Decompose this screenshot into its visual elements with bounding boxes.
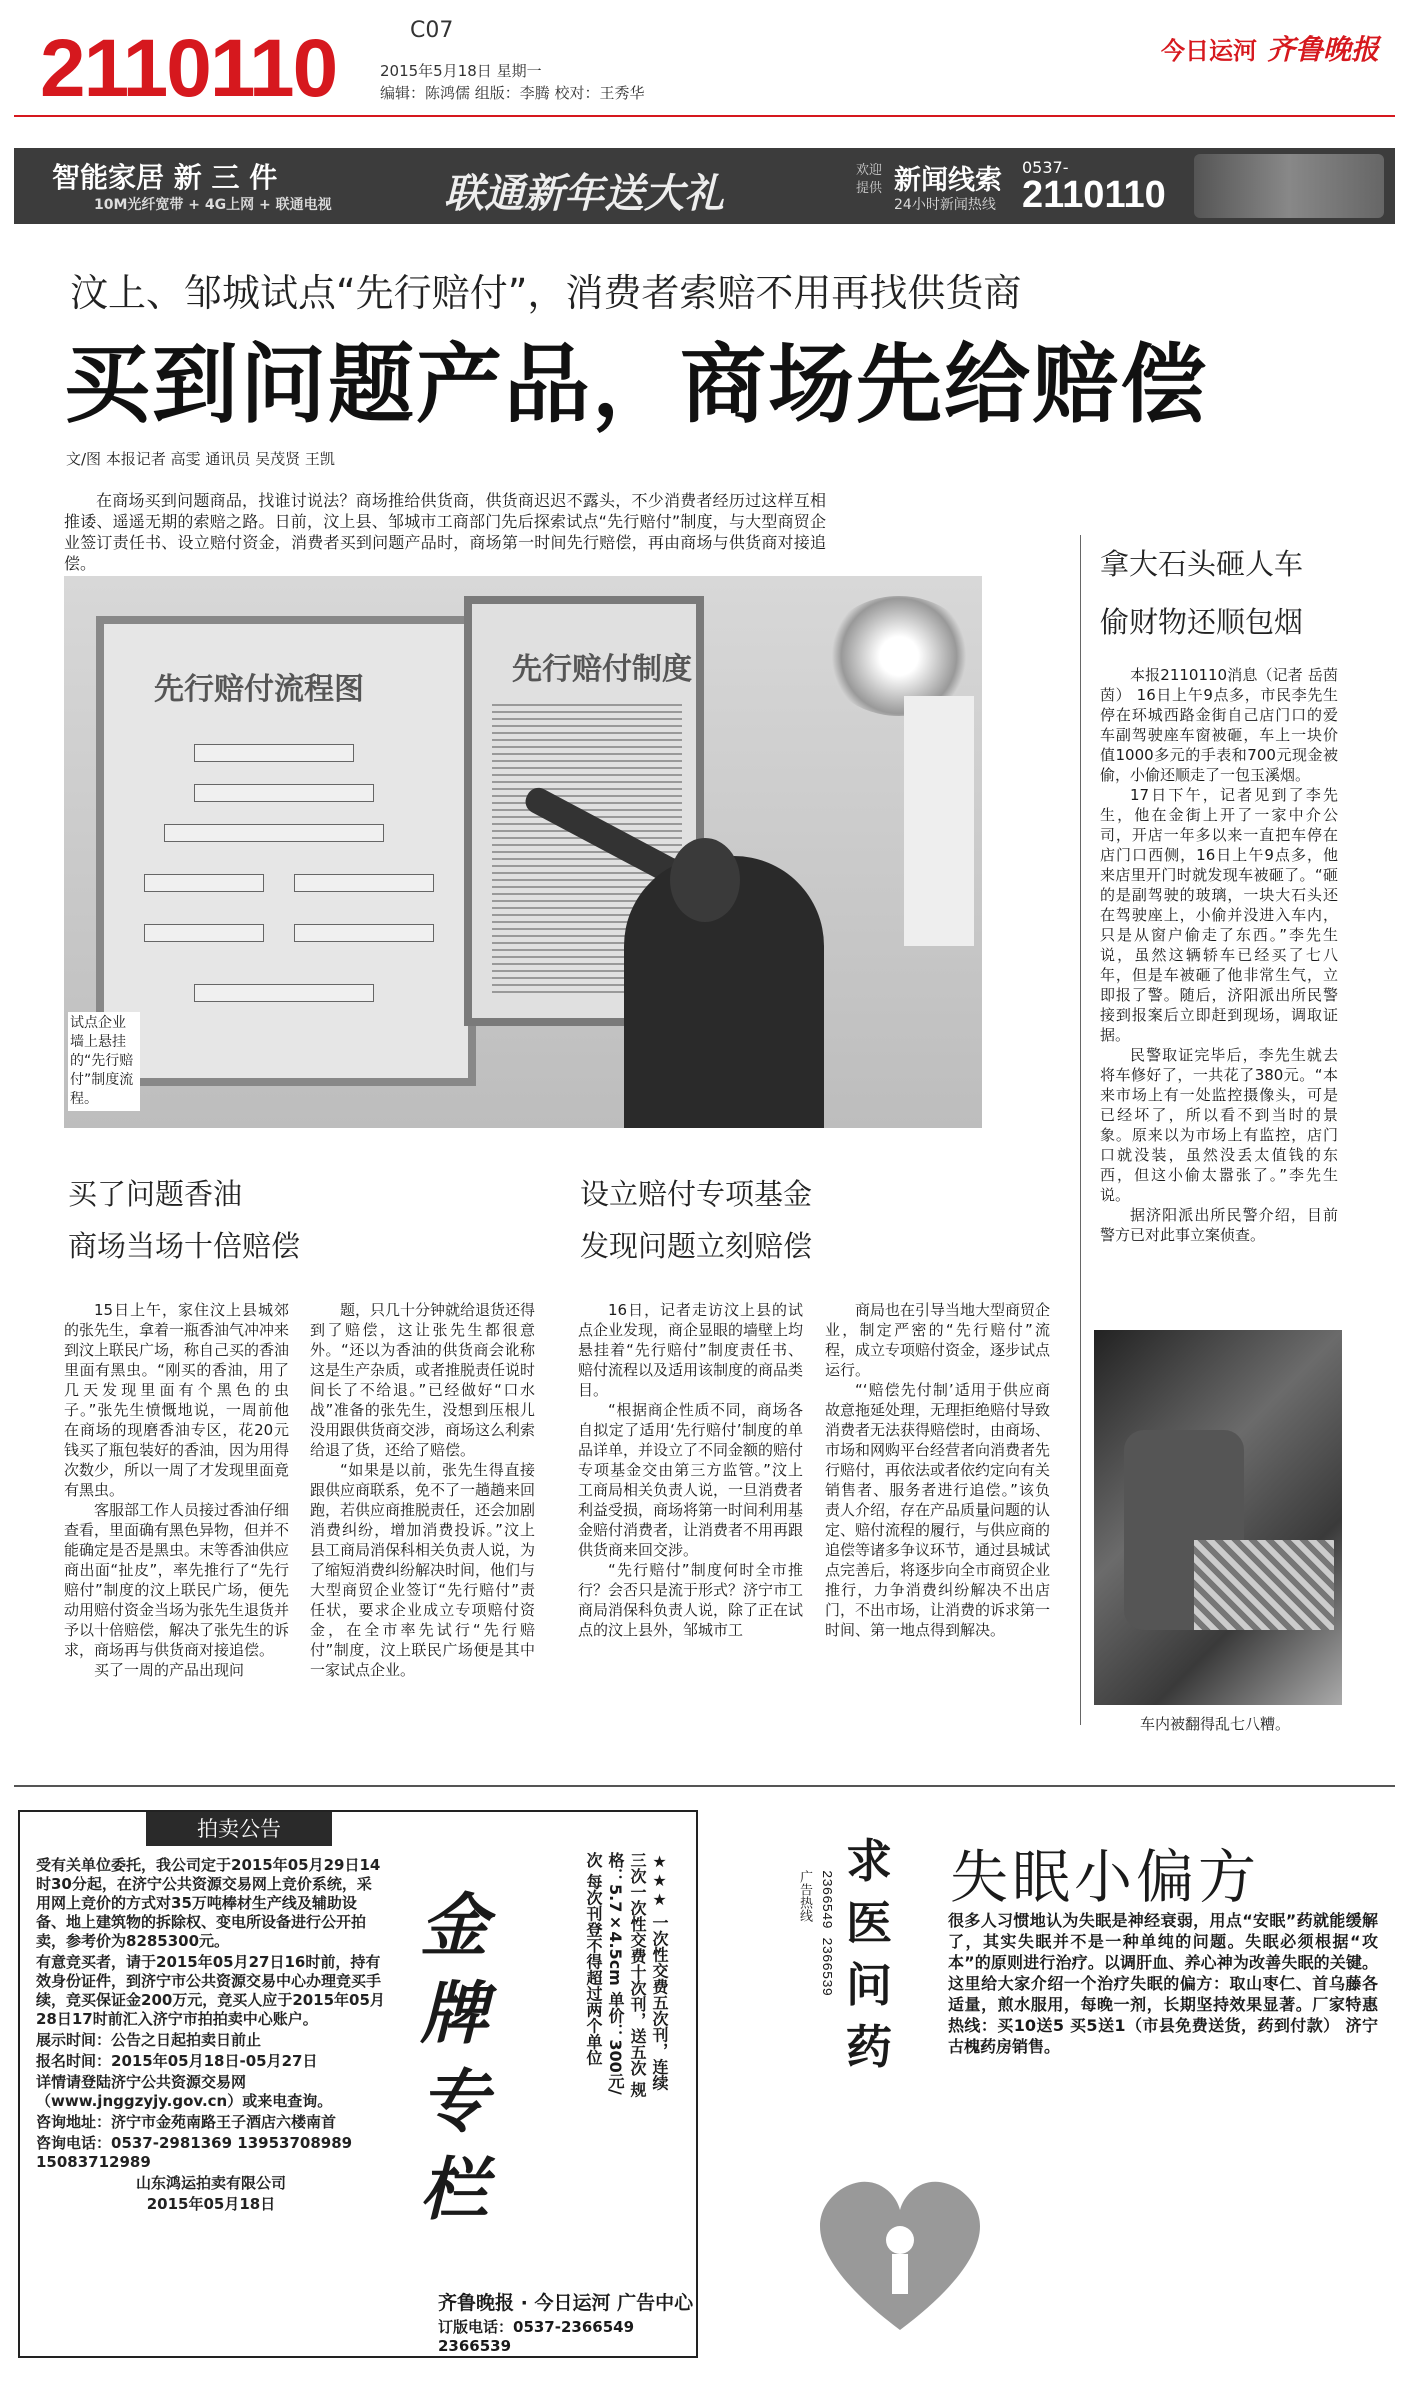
banner-welcome: 欢迎提供 — [856, 163, 883, 196]
flow-box — [194, 744, 354, 762]
auction-company: 山东鸿运拍卖有限公司 — [135, 2174, 286, 2192]
ad-body: 很多人习惯地认为失眠是神经衰弱，用点“安眠”药就能缓解了，其实失眠并不是一种单纯的问题。失眠必须根据“攻本”的原则进行治疗。以调肝血、养心神为改善失眠的关键。这里给大家介绍一个治疗失眠的偏方：取山枣仁、首乌藤各适量，煎水服用，每晚一剂，长期坚持效果显著。厂家特惠热线：买10送5 买5送1（市县免费送货，药到付款） 济宁古槐药房销售。 — [948, 1911, 1378, 2056]
paragraph: “根据商企性质不同，商场各自拟定了适用‘先行赔付’制度的单品详单，并设立了不同金额的赔付专项基金交由第三方监管。”汶上工商局相关负责人说，一旦消费者利益受损，商场将第一时间利用基金赔付消费者，让消费者不用再跟供货商来回交涉。 — [578, 1401, 804, 1559]
ad-hotline-label: 广告热线 — [797, 1870, 812, 1922]
side-paragraph: 据济阳派出所民警介绍，目前警方已对此事立案侦查。 — [1100, 1206, 1338, 1244]
flowchart-board — [96, 616, 476, 1086]
paragraph: 客服部工作人员接过香油仔细查看，里面确有黑色异物，但并不能确定是否是黑虫。末等香油供应商出面“扯皮”，率先推行了“先行赔付”制度的汶上联民广场，便先动用赔付资金当场为张先生退货并予以十倍赔偿，解决了张先生的诉求，商场再与供货商对接追偿。 — [64, 1501, 290, 1659]
flow-box — [194, 984, 374, 1002]
side-headline: 拿大石头砸人车 偷财物还顺包烟 — [1100, 547, 1304, 639]
column-divider — [1080, 535, 1081, 1725]
paragraph: “先行赔付”制度何时全市推行？会否只是流于形式？济宁市工商局消保科负责人说，除了正在试点的汶上县外，邹城市工 — [578, 1561, 804, 1639]
paragraph: 题，只几十分钟就给退货还得到了赔偿，这让张先生都很意外。“还以为香油的供货商会讹称这是生产杂质，或者推脱责任说时间长了不给退。”已经做好“口水战”准备的张先生，没想到压根儿没用跟供货商交涉，商场这么利索给退了货，还给了赔偿。 — [310, 1301, 536, 1459]
staff-head — [670, 838, 740, 922]
column-name: 今日运河 — [1160, 37, 1257, 65]
side-story — [1100, 535, 1338, 1245]
water-dispenser — [904, 696, 974, 946]
auction-date: 2015年05月18日 — [146, 2195, 276, 2213]
auction-paragraph: 有意竞买者，请于2015年05月27日16时前，持有效身份证件，到济宁市公共资源交易中心办理竞买手续，竞买保证金200万元，竞买人应于2015年05月28日17时前汇入济宁市拍拍卖中心账户。 — [36, 1953, 385, 2028]
auction-paragraph: 咨询电话：0537-2981369 13953708989 15083712989 — [36, 2134, 353, 2171]
ad-hotline-numbers: 2366549 2366539 — [818, 1870, 834, 1997]
auction-paragraph: 受有关单位委托，我公司定于2015年05月29日14时30分起，在济宁公共资源交易网上竞价系统，采用网上竞价的方式对35万吨棒材生产线及辅助设备、地上建筑物的拆除权、变电所设备进行公开拍卖，参考价为8285300元。 — [36, 1856, 381, 1950]
paragraph: 商局也在引导当地大型商贸企业，制定严密的“先行赔付”流程，成立专项赔付资金，逐步试点运行。 — [825, 1301, 1051, 1379]
board-title-right: 先行赔付制度 — [512, 652, 692, 687]
medical-ad — [780, 1810, 1394, 2358]
date-line: 2015年5月18日 星期一 — [380, 62, 542, 80]
photo-caption: 试点企业墙上悬挂的“先行赔付”制度流程。 — [68, 1012, 140, 1111]
article-lead: 在商场买到问题商品，找谁讨说法？商场推给供货商，供货商迟迟不露头，不少消费者经历过这样互相推诿、遥遥无期的索赔之路。日前，汶上县、邹城市工商部门先后探索试点“先行赔付”制度，与大型商贸企业签订责任书、设立赔付资金，消费者买到问题产品时，商场第一时间先行赔偿，再由商场与供货商对接追偿。 — [64, 491, 826, 573]
paragraph: “如果是以前，张先生得直接跟供应商联系，免不了一趟趟来回跑，若供应商推脱责任，还会加剧消费纠纷，增加消费投诉。”汶上县工商局消保科相关负责人说，为了缩短消费纠纷解决时间，他们与大型商贸企业签订“先行赔付”责任状，要求企业成立专项赔付资金，在全市率先试行“先行赔付”制度，汶上联民广场便是其中一家试点企业。 — [310, 1461, 536, 1679]
editors-line: 编辑：陈鸿儒 组版：李腾 校对：王秀华 — [380, 84, 645, 102]
top-rule — [14, 115, 1395, 117]
flow-box — [144, 874, 264, 892]
text-column-2 — [310, 1300, 535, 1680]
ad-center: 齐鲁晚报 · 今日运河 广告中心 — [438, 2292, 694, 2314]
side-paragraph: 民警取证完毕后，李先生就去将车修好了，一共花了380元。“本来市场上有一处监控摄像头，可是已经坏了，所以看不到当时的景象。原来以为市场上有监控，店门口就没装，虽然没丢太值钱的东西，但这小偷太嚣张了。”李先生说。 — [1100, 1046, 1338, 1204]
flow-box — [164, 824, 384, 842]
medical-ad-title: 求医问药 — [846, 1834, 892, 2074]
flow-box — [294, 924, 434, 942]
paper-brand — [1161, 28, 1379, 68]
text-column-4 — [825, 1300, 1050, 1640]
page-code: C07 — [410, 18, 454, 43]
banner-left-title: 智能家居 新 三 件 — [52, 161, 278, 194]
car-photo — [1094, 1330, 1342, 1705]
ad-banner — [14, 148, 1395, 224]
banner-left-sub: 10M光纤宽带 + 4G上网 + 联通电视 — [94, 197, 332, 213]
auction-paragraph: 报名时间：2015年05月18日-05月27日 — [36, 2052, 318, 2070]
article-photo — [64, 576, 982, 1128]
paragraph: 买了一周的产品出现问 — [94, 1661, 245, 1679]
ad-pricing: ★★★ 一次性交费五次刊，连续三次一次性交费十次刊，送五次 规格：5.7×4.5cm 单价：300元/次 每次刊登不得超过两个单位 — [584, 1852, 669, 2098]
paragraph: 16日，记者走访汶上县的试点企业发现，商企显眼的墙壁上均悬挂着“先行赔付”制度责任书、赔付流程以及适用该制度的商品类目。 — [578, 1301, 804, 1399]
auction-ad — [18, 1810, 698, 2358]
section-title-2: 设立赔付专项基金 发现问题立刻赔偿 — [580, 1177, 813, 1263]
auction-body — [36, 1856, 386, 2216]
banner-news-title: 新闻线索 — [894, 165, 1002, 196]
product-image — [1194, 154, 1384, 218]
banner-news-sub: 24小时新闻热线 — [894, 197, 996, 213]
paragraph: “‘赔偿先付制’适用于供应商故意拖延处理，无理拒绝赔付导致消费者无法获得赔偿时，由商场、市场和网购平台经营者向消费者先行赔付，再依法或者依约定向有关销售者、服务者进行追偿。”该负责人介绍，存在产品质量问题的认定、赔付流程的履行，与供应商的追偿等诸多争议环节，通过县城试点完善后，将逐步向全市商贸企业推行，力争消费纠纷解决不出店门，不出市场，让消费的诉求第一时间、第一地点得到解决。 — [825, 1381, 1051, 1639]
paper-name: 齐鲁晚报 — [1266, 33, 1379, 66]
auction-paragraph: 详情请登陆济宁公共资源交易网（www.jnggzyjy.gov.cn）或来电查询。 — [36, 2073, 333, 2110]
board-title-left: 先行赔付流程图 — [154, 672, 364, 707]
article-headline: 买到问题产品，商场先给赔偿 — [64, 335, 1208, 435]
flow-box — [294, 874, 434, 892]
section-rule — [14, 1785, 1395, 1787]
paragraph: 15日上午，家住汶上县城郊的张先生，拿着一瓶香油气冲冲来到汶上联民广场，称自己买的香油里面有黑虫。“刚买的香油，用了几天发现里面有个黑色的虫子。”张先生愤慨地说，一周前他在商场的现磨香油专区，花20元钱买了瓶包装好的香油，因为用得次数少，所以一周了才发现里面竟有黑虫。 — [64, 1301, 290, 1499]
auction-title: 拍卖公告 — [146, 1812, 332, 1846]
article-byline: 文/图 本报记者 高雯 通讯员 吴茂贤 王凯 — [66, 450, 335, 468]
article-subhead: 汶上、邹城试点“先行赔付”，消费者索赔不用再找供货商 — [70, 271, 1022, 315]
broken-glass — [1194, 1540, 1334, 1630]
car-photo-caption: 车内被翻得乱七八糟。 — [1140, 1715, 1291, 1733]
banner-area-code: 0537- — [1022, 158, 1069, 177]
section-title-1: 买了问题香油 商场当场十倍赔偿 — [68, 1177, 301, 1263]
ad-phone: 订版电话：0537-2366549 2366539 — [438, 2318, 635, 2355]
side-paragraph: 本报2110110消息（记者 岳茵茵） 16日上午9点多，市民李先生停在环城西路金街自己店门口的爱车副驾驶座车窗被砸，车上一块价值1000多元的手表和700元现金被偷，小偷还顺走了一包玉溪烟。 — [1100, 666, 1338, 784]
heart-icon — [800, 2150, 1000, 2350]
auction-paragraph: 展示时间：公告之日起拍卖日前止 — [36, 2031, 262, 2049]
banner-number: 2110110 — [1022, 174, 1166, 216]
side-paragraph: 17日下午，记者见到了李先生，他在金街上开了一家中介公司，开店一年多以来一直把车停在店门口西侧，16日上午9点多，他来店里开门时就发现车被砸了。“砸的是副驾驶的玻璃，一块大石头还在驾驶座上，小偷并没进入车内，只是从窗户偷走了东西。”李先生说，虽然这辆轿车已经买了七八年，但是车被砸了他非常生气，立即报了警。随后，济阳派出所民警接到报案后立即赶到现场，调取证据。 — [1100, 786, 1338, 1044]
flow-box — [144, 924, 264, 942]
text-column-3 — [578, 1300, 803, 1640]
auction-paragraph: 咨询地址：济宁市金苑南路王子酒店六楼南首 — [36, 2113, 337, 2131]
flow-box — [194, 784, 374, 802]
hotline-number: 2110110 — [40, 23, 337, 114]
text-column-1 — [64, 1300, 289, 1680]
ad-headline: 失眠小偏方 — [950, 1843, 1261, 1911]
gold-column-logo: 金牌专栏 — [420, 1886, 489, 2230]
banner-center: 联通新年送大礼 — [444, 170, 724, 217]
